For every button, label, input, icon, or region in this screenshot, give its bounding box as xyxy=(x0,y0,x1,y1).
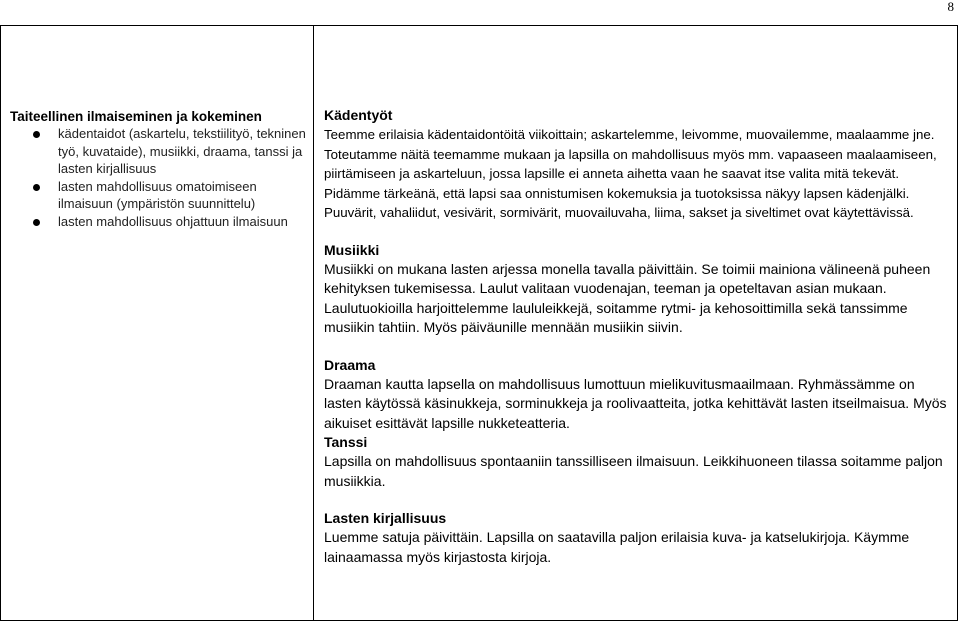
list-item-text: lasten mahdollisuus ohjattuun ilmaisuun xyxy=(58,213,288,229)
right-column-content xyxy=(314,26,957,567)
bullet-list xyxy=(10,125,309,230)
section-musiikki xyxy=(324,241,949,338)
page-number: 8 xyxy=(947,0,954,14)
left-column-content xyxy=(1,26,313,230)
right-column-cell xyxy=(314,26,958,621)
section-kadentyot xyxy=(324,106,949,223)
section-lasten-kirjallisuus xyxy=(324,509,949,567)
section-title: Lasten kirjallisuus xyxy=(324,510,447,527)
section-title: Musiikki xyxy=(324,241,380,258)
list-item xyxy=(10,178,309,213)
bullet-icon xyxy=(33,184,40,191)
section-tanssi xyxy=(324,433,949,491)
section-draama xyxy=(324,356,949,434)
section-body: Lapsilla on mahdollisuus spontaaniin tanssilliseen ilmaisuun. Leikkihuoneen tilassa soitamme paljon musiikkia. xyxy=(324,453,943,489)
left-column-cell xyxy=(1,26,314,621)
section-title: Draama xyxy=(324,356,376,373)
section-title: Tanssi xyxy=(324,434,368,451)
table-row xyxy=(1,26,958,621)
list-item xyxy=(10,125,309,178)
section-title: Kädentyöt xyxy=(324,107,393,123)
bullet-icon xyxy=(33,219,40,226)
section-body: Teemme erilaisia kädentaidontöitä viikoittain; askartelemme, leivomme, muovailemme, maalaamme jne. Toteutamme näitä teemamme mukaan ja lapsilla on mahdollisuus myös mm. vapaaseen maalaamiseen, piirtämiseen ja askarteluun, jossa lapsille ei anneta aihetta vaan he saavat itse valita mitä tekevät. Pidämme tärkeänä, että lapsi saa onnistumisen kokemuksia ja tuotoksissa näkyy lapsen kädenjälki. Puuvärit, vahaliidut, vesivärit, sormivärit, muovailuvaha, liima, sakset ja siveltimet ovat käytettävissä. xyxy=(324,127,937,221)
left-heading: Taiteellinen ilmaiseminen ja kokeminen xyxy=(10,109,262,124)
list-item xyxy=(10,213,309,231)
section-body: Draaman kautta lapsella on mahdollisuus lumottuun mielikuvitusmaailmaan. Ryhmässämme on lasten käytössä käsinukkeja, sorminukkeja ja roolivaatteita, jotka kehittävät lasten itseilmaisua. Myös aikuiset esittävät lapsille nukketeatteria. xyxy=(324,375,947,431)
section-body: Luemme satuja päivittäin. Lapsilla on saatavilla paljon erilaisia kuva- ja katselukirjoja. Käymme lainaamassa myös kirjastosta kirjoja. xyxy=(324,529,910,565)
content-table xyxy=(0,25,958,621)
bullet-icon xyxy=(33,131,40,138)
section-body: Musiikki on mukana lasten arjessa monella tavalla päivittäin. Se toimii mainiona välineenä puheen kehityksen tukemisessa. Laulut valitaan vuodenajan, teeman ja opeteltavan asian mukaan. Laulutuokioilla harjoittelemme laululeikkejä, soitamme rytmi- ja kehosoittimilla sekä tanssimme musiikin tahtiin. Myös päiväunille mennään musiikin siivin. xyxy=(324,260,931,336)
list-item-text: lasten mahdollisuus omatoimiseen ilmaisuun (ympäristön suunnittelu) xyxy=(58,178,257,211)
list-item-text: kädentaidot (askartelu, tekstiilityö, tekninen työ, kuvataide), musiikki, draama, tanssi ja lasten kirjallisuus xyxy=(58,126,306,176)
